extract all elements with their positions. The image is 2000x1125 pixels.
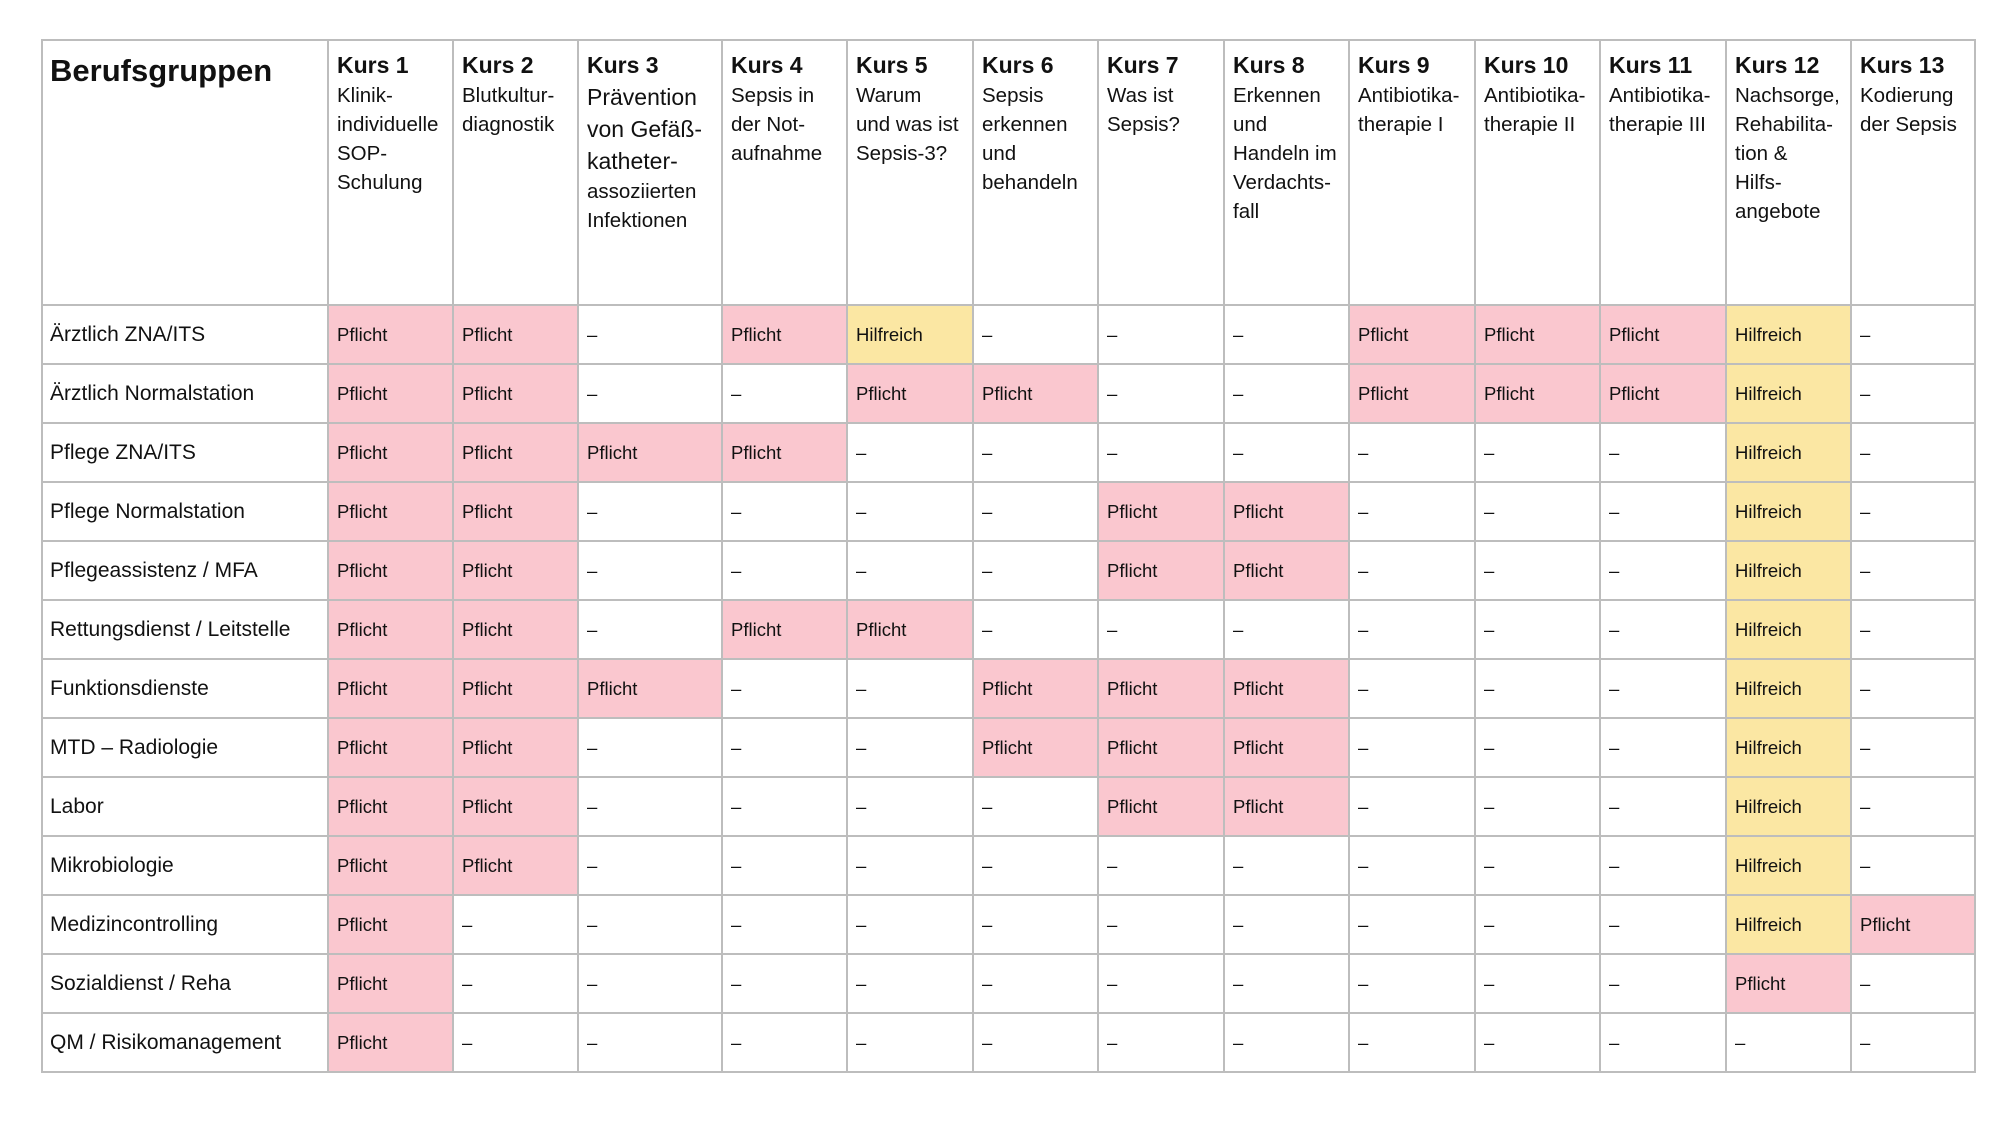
- not-required-cell: –: [1098, 423, 1224, 482]
- course-header-1: [328, 40, 453, 305]
- not-required-cell: –: [722, 895, 847, 954]
- table-row: [42, 659, 1975, 718]
- pflicht-cell: Pflicht: [328, 305, 453, 364]
- not-required-cell: –: [1349, 954, 1475, 1013]
- not-required-cell: –: [1098, 364, 1224, 423]
- not-required-cell: –: [1224, 895, 1349, 954]
- course-name: Kurs 6: [982, 52, 1054, 78]
- table-row: [42, 895, 1975, 954]
- not-required-cell: –: [578, 895, 722, 954]
- not-required-cell: –: [1224, 364, 1349, 423]
- course-name: Kurs 2: [462, 52, 534, 78]
- not-required-cell: –: [973, 541, 1098, 600]
- not-required-cell: –: [1600, 659, 1726, 718]
- not-required-cell: –: [1224, 423, 1349, 482]
- table-row: [42, 777, 1975, 836]
- not-required-cell: –: [973, 1013, 1098, 1072]
- not-required-cell: –: [1098, 305, 1224, 364]
- course-title: Sepsis in der Not- aufnahme: [731, 84, 823, 165]
- course-name: Kurs 13: [1860, 52, 1945, 78]
- pflicht-cell: Pflicht: [453, 364, 578, 423]
- pflicht-cell: Pflicht: [453, 600, 578, 659]
- course-header-13: [1851, 40, 1975, 305]
- pflicht-cell: Pflicht: [1851, 895, 1975, 954]
- row-label: Ärztlich ZNA/ITS: [42, 305, 328, 364]
- hilfreich-cell: Hilfreich: [1726, 895, 1851, 954]
- course-name: Kurs 3: [587, 52, 659, 78]
- not-required-cell: –: [453, 895, 578, 954]
- course-name: Kurs 7: [1107, 52, 1179, 78]
- table-row: [42, 423, 1975, 482]
- pflicht-cell: Pflicht: [722, 305, 847, 364]
- not-required-cell: –: [1600, 423, 1726, 482]
- pflicht-cell: Pflicht: [328, 600, 453, 659]
- course-header-2: [453, 40, 578, 305]
- pflicht-cell: Pflicht: [1224, 541, 1349, 600]
- not-required-cell: –: [578, 954, 722, 1013]
- hilfreich-cell: Hilfreich: [1726, 541, 1851, 600]
- course-name: Kurs 12: [1735, 52, 1820, 78]
- course-title: Nachsorge, Rehabilita- tion & Hilfs- angebote: [1735, 84, 1840, 223]
- row-label: Funktionsdienste: [42, 659, 328, 718]
- not-required-cell: –: [847, 836, 973, 895]
- not-required-cell: –: [1224, 305, 1349, 364]
- pflicht-cell: Pflicht: [1098, 718, 1224, 777]
- pflicht-cell: Pflicht: [722, 600, 847, 659]
- pflicht-cell: Pflicht: [973, 364, 1098, 423]
- not-required-cell: –: [1475, 895, 1600, 954]
- not-required-cell: –: [722, 777, 847, 836]
- row-label: Medizincontrolling: [42, 895, 328, 954]
- not-required-cell: –: [1851, 600, 1975, 659]
- not-required-cell: –: [847, 659, 973, 718]
- not-required-cell: –: [847, 541, 973, 600]
- course-title: Antibiotika- therapie I: [1358, 84, 1460, 136]
- hilfreich-cell: Hilfreich: [1726, 482, 1851, 541]
- not-required-cell: –: [1349, 541, 1475, 600]
- pflicht-cell: Pflicht: [578, 659, 722, 718]
- pflicht-cell: Pflicht: [1475, 364, 1600, 423]
- course-title: Antibiotika- therapie III: [1609, 84, 1711, 136]
- course-name: Kurs 10: [1484, 52, 1569, 78]
- row-label: Pflegeassistenz / MFA: [42, 541, 328, 600]
- course-header-10: [1475, 40, 1600, 305]
- not-required-cell: –: [578, 305, 722, 364]
- not-required-cell: –: [453, 1013, 578, 1072]
- pflicht-cell: Pflicht: [328, 364, 453, 423]
- row-label: MTD – Radiologie: [42, 718, 328, 777]
- pflicht-cell: Pflicht: [328, 659, 453, 718]
- pflicht-cell: Pflicht: [1349, 305, 1475, 364]
- table-row: [42, 836, 1975, 895]
- not-required-cell: –: [847, 954, 973, 1013]
- hilfreich-cell: Hilfreich: [847, 305, 973, 364]
- course-name: Kurs 5: [856, 52, 928, 78]
- not-required-cell: –: [1475, 718, 1600, 777]
- pflicht-cell: Pflicht: [722, 423, 847, 482]
- not-required-cell: –: [1349, 836, 1475, 895]
- not-required-cell: –: [578, 836, 722, 895]
- not-required-cell: –: [973, 600, 1098, 659]
- not-required-cell: –: [1851, 777, 1975, 836]
- course-name: Kurs 4: [731, 52, 803, 78]
- pflicht-cell: Pflicht: [1224, 777, 1349, 836]
- course-header-11: [1600, 40, 1726, 305]
- row-label: Pflege Normalstation: [42, 482, 328, 541]
- course-name: Kurs 9: [1358, 52, 1430, 78]
- not-required-cell: –: [847, 895, 973, 954]
- pflicht-cell: Pflicht: [453, 423, 578, 482]
- not-required-cell: –: [722, 541, 847, 600]
- not-required-cell: –: [578, 600, 722, 659]
- not-required-cell: –: [1224, 600, 1349, 659]
- table-row: [42, 718, 1975, 777]
- course-header-9: [1349, 40, 1475, 305]
- not-required-cell: –: [1349, 777, 1475, 836]
- not-required-cell: –: [1224, 1013, 1349, 1072]
- course-matrix-table: [41, 39, 1976, 1073]
- not-required-cell: –: [1475, 836, 1600, 895]
- pflicht-cell: Pflicht: [453, 836, 578, 895]
- not-required-cell: –: [1851, 364, 1975, 423]
- pflicht-cell: Pflicht: [453, 305, 578, 364]
- course-name: Kurs 11: [1609, 52, 1693, 78]
- header-row: [42, 40, 1975, 305]
- row-label: Sozialdienst / Reha: [42, 954, 328, 1013]
- not-required-cell: –: [578, 718, 722, 777]
- not-required-cell: –: [1600, 954, 1726, 1013]
- pflicht-cell: Pflicht: [328, 836, 453, 895]
- not-required-cell: –: [1600, 541, 1726, 600]
- not-required-cell: –: [1349, 659, 1475, 718]
- table-row: [42, 364, 1975, 423]
- row-label: Rettungsdienst / Leitstelle: [42, 600, 328, 659]
- pflicht-cell: Pflicht: [1349, 364, 1475, 423]
- not-required-cell: –: [722, 482, 847, 541]
- pflicht-cell: Pflicht: [578, 423, 722, 482]
- not-required-cell: –: [1475, 482, 1600, 541]
- not-required-cell: –: [722, 836, 847, 895]
- table-row: [42, 1013, 1975, 1072]
- pflicht-cell: Pflicht: [1098, 541, 1224, 600]
- corner-header: [42, 40, 328, 305]
- not-required-cell: –: [1851, 305, 1975, 364]
- pflicht-cell: Pflicht: [453, 777, 578, 836]
- pflicht-cell: Pflicht: [328, 423, 453, 482]
- not-required-cell: –: [1349, 423, 1475, 482]
- not-required-cell: –: [973, 777, 1098, 836]
- row-label: Ärztlich Normalstation: [42, 364, 328, 423]
- pflicht-cell: Pflicht: [1224, 659, 1349, 718]
- hilfreich-cell: Hilfreich: [1726, 600, 1851, 659]
- pflicht-cell: Pflicht: [973, 659, 1098, 718]
- not-required-cell: –: [847, 718, 973, 777]
- course-matrix: [41, 39, 1973, 1073]
- not-required-cell: –: [1475, 600, 1600, 659]
- hilfreich-cell: Hilfreich: [1726, 718, 1851, 777]
- not-required-cell: –: [578, 482, 722, 541]
- not-required-cell: –: [1098, 954, 1224, 1013]
- course-title: assoziierten Infektionen: [587, 180, 697, 232]
- course-title: Klinik- individuelle SOP- Schulung: [337, 84, 439, 194]
- pflicht-cell: Pflicht: [847, 600, 973, 659]
- not-required-cell: –: [578, 364, 722, 423]
- pflicht-cell: Pflicht: [328, 482, 453, 541]
- not-required-cell: –: [1349, 482, 1475, 541]
- not-required-cell: –: [578, 777, 722, 836]
- not-required-cell: –: [1098, 895, 1224, 954]
- course-header-12: [1726, 40, 1851, 305]
- not-required-cell: –: [1851, 954, 1975, 1013]
- not-required-cell: –: [973, 423, 1098, 482]
- course-header-8: [1224, 40, 1349, 305]
- not-required-cell: –: [1726, 1013, 1851, 1072]
- pflicht-cell: Pflicht: [453, 659, 578, 718]
- course-header-7: [1098, 40, 1224, 305]
- not-required-cell: –: [973, 954, 1098, 1013]
- not-required-cell: –: [1851, 1013, 1975, 1072]
- pflicht-cell: Pflicht: [328, 777, 453, 836]
- not-required-cell: –: [1600, 482, 1726, 541]
- not-required-cell: –: [1224, 836, 1349, 895]
- hilfreich-cell: Hilfreich: [1726, 777, 1851, 836]
- course-title: Blutkultur- diagnostik: [462, 84, 555, 136]
- not-required-cell: –: [1851, 482, 1975, 541]
- table-row: [42, 305, 1975, 364]
- not-required-cell: –: [1600, 600, 1726, 659]
- not-required-cell: –: [973, 836, 1098, 895]
- not-required-cell: –: [1098, 600, 1224, 659]
- row-label: Mikrobiologie: [42, 836, 328, 895]
- course-title: Erkennen und Handeln im Verdachts- fall: [1233, 84, 1337, 223]
- course-title: Kodierung der Sepsis: [1860, 84, 1957, 136]
- not-required-cell: –: [847, 777, 973, 836]
- pflicht-cell: Pflicht: [1726, 954, 1851, 1013]
- not-required-cell: –: [1224, 954, 1349, 1013]
- not-required-cell: –: [1475, 423, 1600, 482]
- pflicht-cell: Pflicht: [453, 718, 578, 777]
- table-body: [42, 305, 1975, 1072]
- pflicht-cell: Pflicht: [1098, 777, 1224, 836]
- hilfreich-cell: Hilfreich: [1726, 364, 1851, 423]
- pflicht-cell: Pflicht: [1600, 364, 1726, 423]
- not-required-cell: –: [722, 1013, 847, 1072]
- not-required-cell: –: [453, 954, 578, 1013]
- pflicht-cell: Pflicht: [453, 482, 578, 541]
- pflicht-cell: Pflicht: [847, 364, 973, 423]
- pflicht-cell: Pflicht: [1224, 482, 1349, 541]
- not-required-cell: –: [1851, 423, 1975, 482]
- course-title-large: Prävention von Gefäß- katheter-: [587, 84, 703, 174]
- not-required-cell: –: [722, 364, 847, 423]
- course-title: Sepsis erkennen und behandeln: [982, 84, 1078, 194]
- not-required-cell: –: [1098, 1013, 1224, 1072]
- not-required-cell: –: [973, 895, 1098, 954]
- not-required-cell: –: [973, 482, 1098, 541]
- not-required-cell: –: [1475, 659, 1600, 718]
- pflicht-cell: Pflicht: [328, 895, 453, 954]
- pflicht-cell: Pflicht: [1475, 305, 1600, 364]
- not-required-cell: –: [1851, 718, 1975, 777]
- pflicht-cell: Pflicht: [453, 541, 578, 600]
- hilfreich-cell: Hilfreich: [1726, 836, 1851, 895]
- course-header-4: [722, 40, 847, 305]
- row-label: Pflege ZNA/ITS: [42, 423, 328, 482]
- not-required-cell: –: [1349, 1013, 1475, 1072]
- pflicht-cell: Pflicht: [1098, 482, 1224, 541]
- not-required-cell: –: [847, 1013, 973, 1072]
- course-header-5: [847, 40, 973, 305]
- not-required-cell: –: [1600, 777, 1726, 836]
- not-required-cell: –: [847, 482, 973, 541]
- not-required-cell: –: [578, 1013, 722, 1072]
- not-required-cell: –: [1851, 541, 1975, 600]
- not-required-cell: –: [1851, 659, 1975, 718]
- pflicht-cell: Pflicht: [1600, 305, 1726, 364]
- course-title: Antibiotika- therapie II: [1484, 84, 1586, 136]
- hilfreich-cell: Hilfreich: [1726, 305, 1851, 364]
- hilfreich-cell: Hilfreich: [1726, 659, 1851, 718]
- not-required-cell: –: [1098, 836, 1224, 895]
- course-header-6: [973, 40, 1098, 305]
- not-required-cell: –: [847, 423, 973, 482]
- not-required-cell: –: [1349, 600, 1475, 659]
- not-required-cell: –: [1851, 836, 1975, 895]
- row-label: QM / Risikomanagement: [42, 1013, 328, 1072]
- not-required-cell: –: [1349, 718, 1475, 777]
- row-label: Labor: [42, 777, 328, 836]
- not-required-cell: –: [1349, 895, 1475, 954]
- pflicht-cell: Pflicht: [1098, 659, 1224, 718]
- pflicht-cell: Pflicht: [973, 718, 1098, 777]
- pflicht-cell: Pflicht: [328, 1013, 453, 1072]
- not-required-cell: –: [1600, 1013, 1726, 1072]
- not-required-cell: –: [1475, 954, 1600, 1013]
- pflicht-cell: Pflicht: [1224, 718, 1349, 777]
- course-name: Kurs 1: [337, 52, 409, 78]
- not-required-cell: –: [722, 954, 847, 1013]
- course-title: Was ist Sepsis?: [1107, 84, 1180, 136]
- not-required-cell: –: [1600, 836, 1726, 895]
- not-required-cell: –: [578, 541, 722, 600]
- not-required-cell: –: [722, 659, 847, 718]
- table-row: [42, 954, 1975, 1013]
- pflicht-cell: Pflicht: [328, 541, 453, 600]
- not-required-cell: –: [1475, 541, 1600, 600]
- course-title: Warum und was ist Sepsis-3?: [856, 84, 959, 165]
- corner-label: Berufsgruppen: [50, 53, 273, 88]
- course-name: Kurs 8: [1233, 52, 1305, 78]
- table-row: [42, 600, 1975, 659]
- course-header-3: [578, 40, 722, 305]
- not-required-cell: –: [1600, 718, 1726, 777]
- not-required-cell: –: [1475, 777, 1600, 836]
- not-required-cell: –: [722, 718, 847, 777]
- hilfreich-cell: Hilfreich: [1726, 423, 1851, 482]
- not-required-cell: –: [1600, 895, 1726, 954]
- table-row: [42, 482, 1975, 541]
- table-row: [42, 541, 1975, 600]
- not-required-cell: –: [1475, 1013, 1600, 1072]
- pflicht-cell: Pflicht: [328, 954, 453, 1013]
- pflicht-cell: Pflicht: [328, 718, 453, 777]
- not-required-cell: –: [973, 305, 1098, 364]
